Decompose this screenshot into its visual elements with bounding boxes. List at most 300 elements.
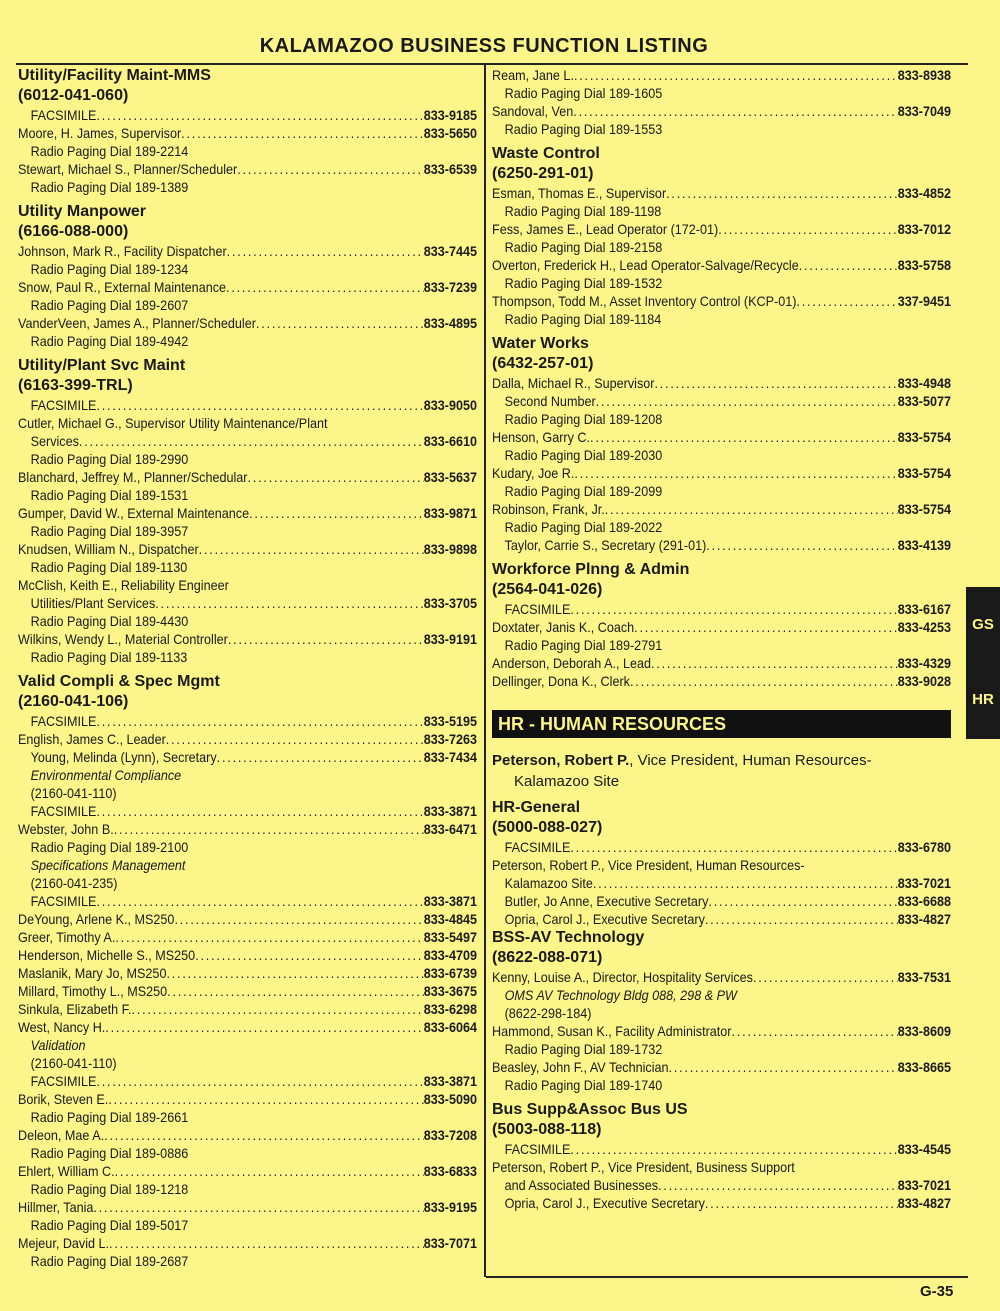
directory-entry <box>18 1090 477 1108</box>
phone-suffix: -7531 <box>918 969 951 985</box>
entry-note <box>492 274 951 292</box>
directory-entry <box>18 928 477 946</box>
phone-prefix: 833 <box>423 947 445 963</box>
dot-leader <box>570 600 897 618</box>
tab-gs: GS <box>972 616 994 633</box>
phone-prefix: 833 <box>897 893 919 909</box>
dot-leader <box>634 618 898 636</box>
phone-suffix: -7012 <box>918 221 951 237</box>
entry-note <box>492 856 951 874</box>
directory-entry <box>18 730 477 748</box>
phone-number <box>898 618 951 636</box>
dot-leader <box>166 730 424 748</box>
phone-prefix: 833 <box>897 601 919 617</box>
note-text: (2160-041-110) <box>30 1055 117 1071</box>
phone-prefix: 833 <box>423 125 445 141</box>
phone-suffix: -6780 <box>918 839 951 855</box>
section-heading: (6012-041-060) <box>18 87 129 104</box>
phone-number <box>424 802 477 820</box>
note-text: Cutler, Michael G., Supervisor Utility Maintenance/Plant <box>18 415 328 431</box>
vp-site: Kalamazoo Site <box>514 773 620 790</box>
phone-number <box>424 712 477 730</box>
entry-name: Sandoval, Ven <box>492 103 574 119</box>
entry-name: Young, Melinda (Lynn), Secretary <box>30 749 217 765</box>
directory-entry <box>18 1018 477 1036</box>
note-text: Specifications Management <box>30 857 186 873</box>
directory-entry <box>18 314 477 332</box>
phone-prefix: 337 <box>897 293 919 309</box>
dot-leader <box>105 1018 423 1036</box>
entry-name: VanderVeen, James A., Planner/Scheduler <box>18 315 256 331</box>
directory-entry <box>492 968 951 986</box>
phone-prefix: 833 <box>423 279 445 295</box>
phone-number <box>424 1072 477 1090</box>
note-text: Validation <box>30 1037 86 1053</box>
phone-suffix: -6167 <box>918 601 951 617</box>
dot-leader <box>228 630 424 648</box>
dot-leader <box>115 1162 424 1180</box>
phone-number <box>898 536 951 554</box>
phone-number <box>898 1140 951 1158</box>
entry-name: DeYoung, Arlene K., MS250 <box>18 911 175 927</box>
phone-prefix: 833 <box>897 911 919 927</box>
phone-number <box>424 1000 477 1018</box>
header-rule <box>16 63 968 65</box>
phone-prefix: 833 <box>423 107 445 123</box>
phone-suffix: -9898 <box>444 541 477 557</box>
phone-prefix: 833 <box>897 655 919 671</box>
directory-entry <box>492 220 951 238</box>
bottom-rule <box>486 1276 968 1278</box>
phone-suffix: -3871 <box>444 803 477 819</box>
phone-prefix: 833 <box>423 631 445 647</box>
entry-name: Esman, Thomas E., Supervisor <box>492 185 667 201</box>
phone-prefix: 833 <box>423 315 445 331</box>
dot-leader <box>605 500 898 518</box>
directory-entry <box>492 184 951 202</box>
phone-prefix: 833 <box>897 619 919 635</box>
directory-entry <box>18 396 477 414</box>
left-column <box>18 66 477 1270</box>
entry-note <box>492 1076 951 1094</box>
phone-number <box>424 892 477 910</box>
section-heading: (5003-088-118) <box>492 1121 602 1138</box>
directory-entry <box>18 106 477 124</box>
entry-note <box>492 120 951 138</box>
entry-name: Blanchard, Jeffrey M., Planner/Schedular <box>18 469 248 485</box>
directory-entry <box>18 964 477 982</box>
section-heading: (6163-399-TRL) <box>18 377 133 394</box>
phone-suffix: -7071 <box>444 1235 477 1251</box>
phone-suffix: -7021 <box>918 875 951 891</box>
phone-number <box>424 1234 477 1252</box>
phone-number <box>898 1194 951 1212</box>
dot-leader <box>570 838 897 856</box>
directory-entry <box>18 432 477 450</box>
phone-suffix: -9191 <box>444 631 477 647</box>
phone-number <box>424 1162 477 1180</box>
section-heading: Valid Compli & Spec Mgmt <box>18 673 220 690</box>
section-heading: (2160-041-106) <box>18 693 129 710</box>
entry-name: West, Nancy H. <box>18 1019 106 1035</box>
dot-leader <box>181 124 424 142</box>
phone-suffix: -4827 <box>918 1195 951 1211</box>
directory-entry <box>492 910 951 928</box>
directory-entry <box>492 1194 951 1212</box>
phone-suffix: -5497 <box>444 929 477 945</box>
directory-entry <box>18 910 477 928</box>
phone-suffix: -3705 <box>444 595 477 611</box>
phone-suffix: -9185 <box>444 107 477 123</box>
phone-suffix: -7263 <box>444 731 477 747</box>
entry-name: FACSIMILE <box>30 893 97 909</box>
section-heading: Utility Manpower <box>18 203 147 220</box>
entry-name: Moore, H. James, Supervisor <box>18 125 182 141</box>
dot-leader <box>731 1022 897 1040</box>
phone-number <box>424 964 477 982</box>
phone-number <box>424 106 477 124</box>
entry-name: Maslanik, Mary Jo, MS250 <box>18 965 167 981</box>
phone-number <box>424 928 477 946</box>
entry-name: Kalamazoo Site <box>504 875 593 891</box>
phone-prefix: 833 <box>423 911 445 927</box>
dot-leader <box>753 968 898 986</box>
directory-entry <box>492 1176 951 1194</box>
directory-entry <box>492 618 951 636</box>
directory-entry <box>18 820 477 838</box>
right-column <box>492 66 951 1212</box>
phone-suffix: -6739 <box>444 965 477 981</box>
directory-entry <box>18 1162 477 1180</box>
note-text: Radio Paging Dial 189-1208 <box>504 411 663 427</box>
entry-name: FACSIMILE <box>30 803 97 819</box>
entry-note <box>18 486 477 504</box>
directory-entry <box>492 600 951 618</box>
phone-number <box>898 910 951 928</box>
directory-entry <box>18 1198 477 1216</box>
phone-suffix: -5758 <box>918 257 951 273</box>
dot-leader <box>590 428 898 446</box>
phone-suffix: -5754 <box>918 501 951 517</box>
dot-leader <box>131 1000 423 1018</box>
entry-name: Mejeur, David L. <box>18 1235 110 1251</box>
note-text: Radio Paging Dial 189-1531 <box>30 487 189 503</box>
phone-suffix: -6298 <box>444 1001 477 1017</box>
section-heading: Water Works <box>492 335 589 352</box>
phone-suffix: -4709 <box>444 947 477 963</box>
phone-number <box>898 256 951 274</box>
note-text: Environmental Compliance <box>30 767 182 783</box>
entry-note <box>18 1036 477 1054</box>
entry-name: Taylor, Carrie S., Secretary (291-01) <box>504 537 707 553</box>
phone-suffix: -7021 <box>918 1177 951 1193</box>
phone-number <box>898 184 951 202</box>
dot-leader <box>666 184 898 202</box>
phone-number <box>898 220 951 238</box>
phone-suffix: -5637 <box>444 469 477 485</box>
note-text: Peterson, Robert P., Vice President, Business Support <box>492 1159 795 1175</box>
entry-note <box>18 296 477 314</box>
entry-note <box>18 648 477 666</box>
phone-prefix: 833 <box>423 929 445 945</box>
dot-leader <box>174 910 423 928</box>
phone-number <box>424 124 477 142</box>
note-text: Radio Paging Dial 189-1133 <box>30 649 188 665</box>
phone-prefix: 833 <box>897 67 919 83</box>
entry-note <box>18 1144 477 1162</box>
note-text: Radio Paging Dial 189-1605 <box>504 85 663 101</box>
dot-leader <box>237 160 424 178</box>
entry-name: Dalla, Michael R., Supervisor <box>492 375 655 391</box>
phone-suffix: -5754 <box>918 465 951 481</box>
dot-leader <box>570 1140 897 1158</box>
phone-prefix: 833 <box>897 1023 919 1039</box>
entry-note <box>18 856 477 874</box>
directory-entry <box>18 1126 477 1144</box>
dot-leader <box>96 892 423 910</box>
entry-name: Greer, Timothy A. <box>18 929 116 945</box>
phone-prefix: 833 <box>423 161 445 177</box>
entry-note <box>18 260 477 278</box>
phone-suffix: -7445 <box>444 243 477 259</box>
phone-number <box>424 630 477 648</box>
vp-line <box>492 750 951 771</box>
directory-entry <box>18 748 477 766</box>
note-text: Radio Paging Dial 189-2990 <box>30 451 189 467</box>
dot-leader <box>796 292 897 310</box>
note-text: Radio Paging Dial 189-1130 <box>30 559 188 575</box>
page-title: KALAMAZOO BUSINESS FUNCTION LISTING <box>259 35 709 57</box>
entry-name: Stewart, Michael S., Planner/Scheduler <box>18 161 238 177</box>
dot-leader <box>96 396 423 414</box>
phone-prefix: 833 <box>897 1195 919 1211</box>
phone-prefix: 833 <box>423 1019 445 1035</box>
phone-prefix: 833 <box>423 713 445 729</box>
phone-prefix: 833 <box>897 839 919 855</box>
vp-name: Peterson, Robert P. <box>492 752 630 769</box>
phone-number <box>424 396 477 414</box>
section-heading: HR-General <box>492 799 581 816</box>
note-text: Radio Paging Dial 189-2158 <box>504 239 663 255</box>
phone-prefix: 833 <box>423 1235 445 1251</box>
section-heading: (5000-088-027) <box>492 819 603 836</box>
entry-name: and Associated Businesses <box>504 1177 659 1193</box>
note-text: (2160-041-110) <box>30 785 117 801</box>
phone-number <box>898 374 951 392</box>
note-text: Radio Paging Dial 189-2607 <box>30 297 189 313</box>
dot-leader <box>651 654 898 672</box>
entry-name: Hammond, Susan K., Facility Administrator <box>492 1023 732 1039</box>
section-heading: Utility/Facility Maint-MMS <box>18 67 211 84</box>
phone-number <box>898 600 951 618</box>
phone-suffix: -4852 <box>918 185 951 201</box>
entry-note <box>492 636 951 654</box>
phone-suffix: -4948 <box>918 375 951 391</box>
entry-name: Hillmer, Tania <box>18 1199 94 1215</box>
dot-leader <box>115 928 423 946</box>
section-heading: (6166-088-000) <box>18 223 129 240</box>
directory-entry <box>492 256 951 274</box>
entry-note <box>18 874 477 892</box>
phone-number <box>424 314 477 332</box>
entry-name: FACSIMILE <box>30 397 97 413</box>
phone-number <box>424 540 477 558</box>
phone-number <box>424 910 477 928</box>
entry-name: Anderson, Deborah A., Lead <box>492 655 652 671</box>
phone-number <box>424 730 477 748</box>
dot-leader <box>248 468 424 486</box>
section-heading: (8622-088-071) <box>492 949 603 966</box>
dot-leader <box>114 820 424 838</box>
phone-prefix: 833 <box>423 505 445 521</box>
entry-name: Thompson, Todd M., Asset Inventory Control (KCP-01) <box>492 293 797 309</box>
entry-note <box>18 1252 477 1270</box>
phone-suffix: -9050 <box>444 397 477 413</box>
entry-name: Ehlert, William C. <box>18 1163 115 1179</box>
phone-prefix: 833 <box>897 429 919 445</box>
entry-name: Overton, Frederick H., Lead Operator-Salvage/Recycle <box>492 257 799 273</box>
dot-leader <box>573 102 897 120</box>
dot-leader <box>166 964 423 982</box>
directory-entry <box>18 982 477 1000</box>
entry-name: Robinson, Frank, Jr. <box>492 501 605 517</box>
dot-leader <box>96 106 423 124</box>
directory-entry <box>18 1000 477 1018</box>
phone-suffix: -3675 <box>444 983 477 999</box>
entry-note <box>18 766 477 784</box>
entry-note <box>492 446 951 464</box>
entry-note <box>18 1108 477 1126</box>
entry-note <box>492 482 951 500</box>
dot-leader <box>708 892 897 910</box>
phone-number <box>424 504 477 522</box>
phone-number <box>424 982 477 1000</box>
directory-entry <box>492 392 951 410</box>
phone-suffix: -5650 <box>444 125 477 141</box>
entry-note <box>18 576 477 594</box>
entry-name: FACSIMILE <box>30 107 97 123</box>
phone-suffix: -3871 <box>444 1073 477 1089</box>
entry-note <box>18 414 477 432</box>
phone-number <box>898 838 951 856</box>
section-heading: Workforce Plnng & Admin <box>492 561 690 578</box>
phone-number <box>898 1022 951 1040</box>
entry-note <box>492 1040 951 1058</box>
phone-prefix: 833 <box>897 1141 919 1157</box>
dot-leader <box>249 504 424 522</box>
phone-prefix: 833 <box>423 541 445 557</box>
entry-name: Sinkula, Elizabeth F. <box>18 1001 132 1017</box>
phone-number <box>898 968 951 986</box>
phone-suffix: -4845 <box>444 911 477 927</box>
hr-section-bar: HR - HUMAN RESOURCES <box>492 710 951 738</box>
phone-number <box>898 1176 951 1194</box>
directory-entry <box>492 838 951 856</box>
dot-leader <box>96 712 423 730</box>
phone-number <box>424 946 477 964</box>
section-heading: (6250-291-01) <box>492 165 594 182</box>
phone-number <box>424 468 477 486</box>
entry-note <box>492 986 951 1004</box>
phone-number <box>898 102 951 120</box>
phone-suffix: -6833 <box>444 1163 477 1179</box>
entry-note <box>18 332 477 350</box>
phone-suffix: -4895 <box>444 315 477 331</box>
entry-name: English, James C., Leader <box>18 731 166 747</box>
phone-number <box>424 432 477 450</box>
phone-suffix: -4253 <box>918 619 951 635</box>
phone-prefix: 833 <box>423 243 445 259</box>
phone-prefix: 833 <box>423 983 445 999</box>
phone-prefix: 833 <box>897 1059 919 1075</box>
phone-suffix: -4545 <box>918 1141 951 1157</box>
note-text: Radio Paging Dial 189-5017 <box>30 1217 189 1233</box>
directory-entry <box>18 946 477 964</box>
directory-entry <box>18 594 477 612</box>
note-text: (8622-298-184) <box>504 1005 592 1021</box>
note-text: Radio Paging Dial 189-0886 <box>30 1145 189 1161</box>
note-text: Radio Paging Dial 189-1553 <box>504 121 663 137</box>
directory-entry <box>18 278 477 296</box>
phone-number <box>898 500 951 518</box>
phone-prefix: 833 <box>423 893 445 909</box>
phone-prefix: 833 <box>897 221 919 237</box>
phone-number <box>898 66 951 84</box>
phone-prefix: 833 <box>897 393 919 409</box>
phone-suffix: -3871 <box>444 893 477 909</box>
dot-leader <box>155 594 423 612</box>
entry-name: FACSIMILE <box>504 601 571 617</box>
phone-prefix: 833 <box>423 803 445 819</box>
phone-prefix: 833 <box>423 1199 445 1215</box>
tab-hr: HR <box>972 691 994 708</box>
directory-entry <box>492 1022 951 1040</box>
entry-note <box>492 310 951 328</box>
dot-leader <box>96 802 423 820</box>
entry-name: Kenny, Louise A., Director, Hospitality Services <box>492 969 753 985</box>
phone-number <box>424 820 477 838</box>
entry-name: Deleon, Mae A. <box>18 1127 105 1143</box>
dot-leader <box>669 1058 898 1076</box>
entry-note <box>18 142 477 160</box>
entry-note <box>18 450 477 468</box>
directory-entry <box>492 464 951 482</box>
phone-suffix: -4329 <box>918 655 951 671</box>
note-text: Radio Paging Dial 189-4430 <box>30 613 189 629</box>
phone-suffix: -9451 <box>918 293 951 309</box>
vp-title: , Vice President, Human Resources- <box>629 752 872 769</box>
dot-leader <box>593 874 898 892</box>
entry-name: Snow, Paul R., External Maintenance <box>18 279 227 295</box>
phone-suffix: -4827 <box>918 911 951 927</box>
phone-prefix: 833 <box>423 731 445 747</box>
entry-note <box>492 202 951 220</box>
phone-number <box>424 1126 477 1144</box>
entry-name: Fess, James E., Lead Operator (172-01) <box>492 221 719 237</box>
phone-number <box>424 1018 477 1036</box>
phone-prefix: 833 <box>423 595 445 611</box>
directory-entry <box>18 712 477 730</box>
phone-number <box>424 594 477 612</box>
entry-name: FACSIMILE <box>30 1073 97 1089</box>
phone-suffix: -7208 <box>444 1127 477 1143</box>
directory-entry <box>492 536 951 554</box>
phone-prefix: 833 <box>897 465 919 481</box>
dot-leader <box>109 1234 424 1252</box>
entry-name: Wilkins, Wendy L., Material Controller <box>18 631 228 647</box>
directory-entry <box>492 500 951 518</box>
note-text: OMS AV Technology Bldg 088, 298 & PW <box>504 987 737 1003</box>
